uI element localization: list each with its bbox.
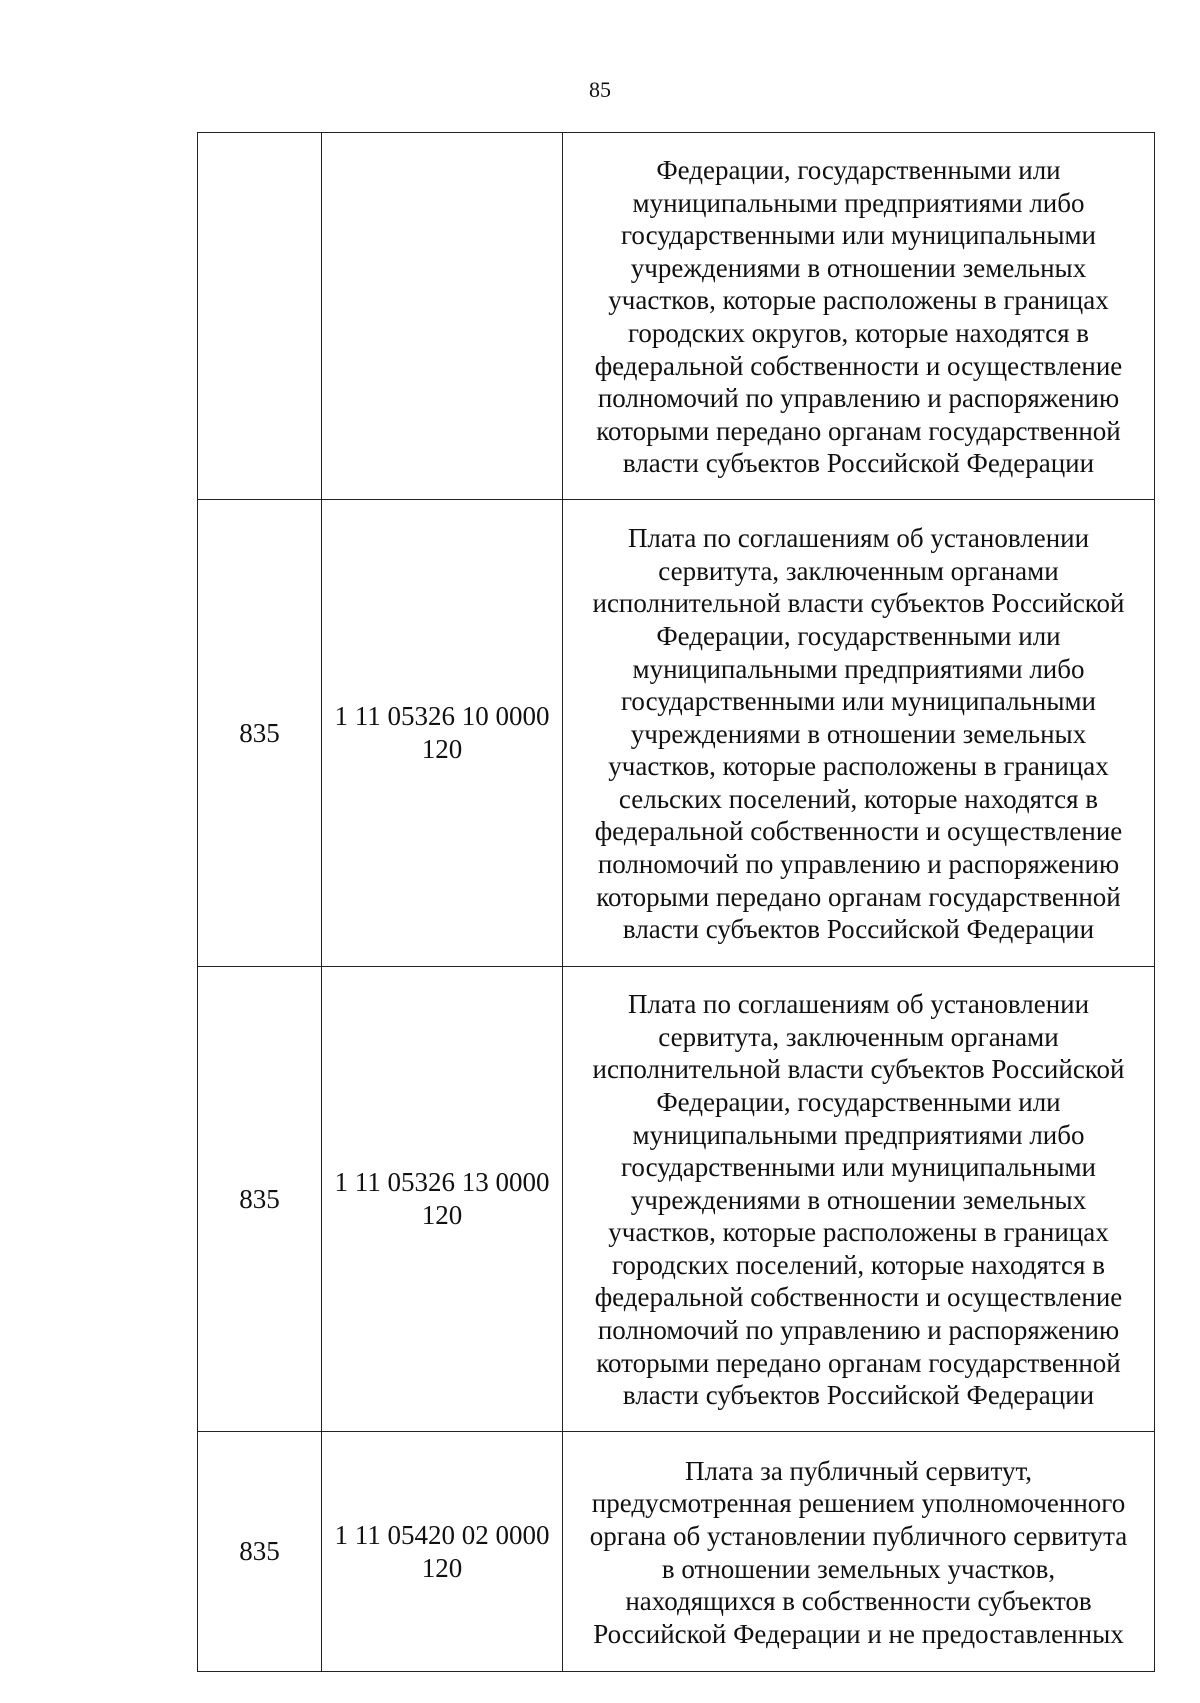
table-row — [198, 1432, 1155, 1672]
description-line: муниципальными предприятиями либо — [632, 187, 1085, 218]
table-row — [198, 967, 1155, 1432]
description-line: власти субъектов Российской Федерации — [622, 448, 1095, 479]
description-line: исполнительной власти субъектов Российской — [592, 1054, 1125, 1085]
description-line: находящихся в собственности субъектов — [625, 1586, 1092, 1617]
description-line: полномочий по управлению и распоряжению — [597, 1315, 1120, 1346]
description-line: городских поселений, которые находятся в — [612, 1249, 1105, 1280]
description-line: Федерации, государственными или — [656, 620, 1061, 651]
description-line: которыми передано органам государственной — [596, 415, 1121, 446]
description-line: учреждениями в отношении земельных — [630, 252, 1087, 283]
description-line: сервитута, заключенным органами — [658, 1021, 1059, 1052]
description-line: власти субъектов Российской Федерации — [622, 914, 1095, 945]
admin-code-cell: 835 — [198, 967, 322, 1432]
description-line: Федерации, государственными или — [656, 1086, 1061, 1117]
kbk-code-line-1: 1 11 05326 13 0000 — [334, 1167, 550, 1198]
description-line: городских округов, которые находятся в — [627, 318, 1090, 348]
description-line: государственными или муниципальными — [621, 1152, 1096, 1183]
description-line: муниципальными предприятиями либо — [632, 653, 1085, 684]
kbk-code-line-1: 1 11 05420 02 0000 — [334, 1519, 550, 1550]
table-row — [198, 500, 1155, 967]
kbk-code-cell — [322, 133, 563, 500]
description-line: полномочий по управлению и распоряжению — [597, 383, 1120, 414]
description-line: Федерации, государственными или — [656, 155, 1061, 186]
admin-code-cell — [198, 133, 322, 500]
description-line: Российской Федерации и не предоставленных — [593, 1618, 1124, 1649]
kbk-code-line-2: 120 — [421, 1552, 463, 1583]
description-line: предусмотренная решением уполномоченного — [591, 1488, 1126, 1519]
description-cell — [563, 500, 1155, 967]
description-line: федеральной собственности и осуществление — [594, 1282, 1123, 1313]
table-row — [198, 133, 1155, 500]
kbk-code-cell — [322, 1432, 563, 1672]
description-line: органа об установлении публичного сервитута — [589, 1520, 1128, 1551]
kbk-code-line-1: 1 11 05326 10 0000 — [334, 701, 550, 732]
description-line: сельских поселений, которые находятся в — [618, 783, 1099, 814]
revenue-codes-table — [197, 132, 1155, 1672]
description-cell — [563, 1432, 1155, 1672]
description-line: участков, которые расположены в границах — [608, 751, 1109, 782]
description-line: полномочий по управлению и распоряжению — [597, 849, 1120, 880]
kbk-code-cell — [322, 967, 563, 1432]
kbk-code-line-2: 120 — [421, 734, 463, 764]
description-line: учреждениями в отношении земельных — [630, 1184, 1087, 1215]
description-line: исполнительной власти субъектов Российской — [592, 588, 1125, 619]
description-line: которыми передано органам государственной — [596, 1347, 1121, 1378]
description-line: Плата по соглашениям об установлении — [627, 989, 1090, 1020]
description-line: государственными или муниципальными — [621, 686, 1096, 717]
description-line: сервитута, заключенным органами — [658, 555, 1059, 586]
description-line: Плата за публичный сервитут, — [685, 1455, 1032, 1486]
kbk-code-line-2: 120 — [421, 1200, 463, 1230]
description-line: участков, которые расположены в границах — [608, 1217, 1109, 1248]
description-line: которыми передано органам государственной — [596, 881, 1121, 912]
description-cell — [563, 133, 1155, 500]
description-line: учреждениями в отношении земельных — [630, 718, 1087, 749]
description-cell — [563, 967, 1155, 1432]
page-number: 85 — [589, 77, 611, 102]
description-line: в отношении земельных участков, — [661, 1553, 1056, 1584]
description-line: муниципальными предприятиями либо — [632, 1119, 1085, 1150]
kbk-code-cell — [322, 500, 563, 967]
description-line: федеральной собственности и осуществление — [594, 816, 1123, 847]
description-line: Плата по соглашениям об установлении — [627, 523, 1090, 554]
admin-code-cell: 835 — [198, 1432, 322, 1672]
description-line: государственными или муниципальными — [621, 220, 1096, 251]
description-line: власти субъектов Российской Федерации — [622, 1380, 1095, 1411]
description-line: участков, которые расположены в границах — [608, 285, 1109, 316]
description-line: федеральной собственности и осуществление — [594, 350, 1123, 381]
admin-code-cell: 835 — [198, 500, 322, 967]
